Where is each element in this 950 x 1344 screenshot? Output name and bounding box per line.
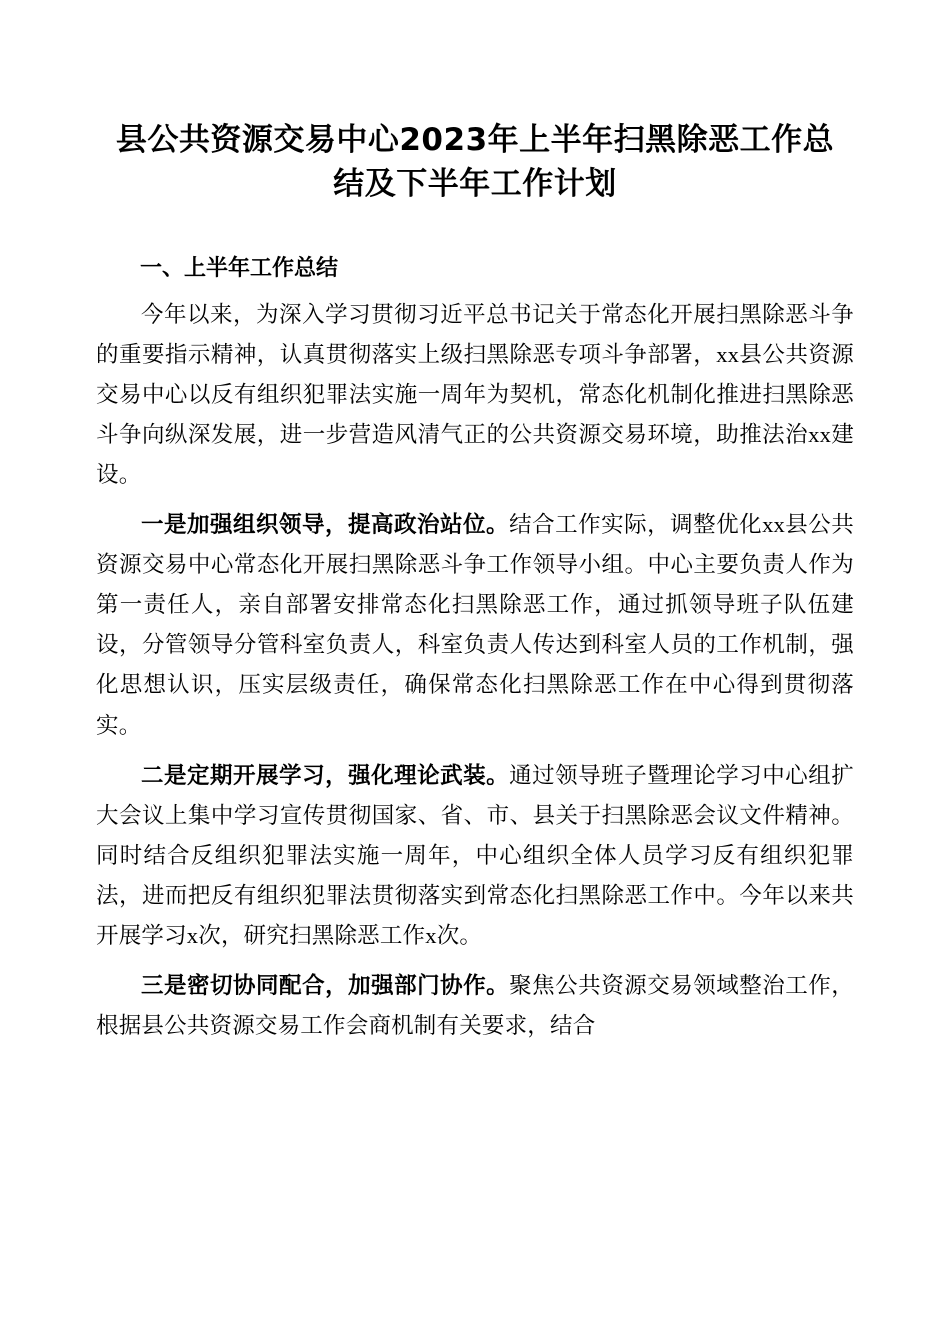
paragraph-lead: 二是定期开展学习，强化理论武装。: [141, 762, 510, 789]
paragraph-lead: 一是加强组织领导，提高政治站位。: [141, 512, 510, 539]
document-body: [96, 252, 854, 1056]
paragraph-text: 今年以来，为深入学习贯彻习近平总书记关于常态化开展扫黑除恶斗争的重要指示精神，认真贯彻落实上级扫黑除恶专项斗争部署，xx县公共资源交易中心以反有组织犯罪法实施一周年为契机，常态化机制化推进扫黑除恶斗争向纵深发展，进一步营造风清气正的公共资源交易环境，助推法治xx建设。: [96, 302, 854, 488]
page-title: 县公共资源交易中心2023年上半年扫黑除恶工作总结及下半年工作计划: [115, 122, 835, 203]
paragraph: [96, 756, 854, 956]
paragraph-lead: 三是密切协同配合，加强部门协作。: [141, 972, 510, 999]
paragraph: [96, 505, 854, 745]
paragraph: [96, 295, 854, 495]
paragraph: [96, 966, 854, 1046]
paragraph-text: 聚焦公共资源交易领域整治工作，根据县公共资源交易工作会商机制有关要求，结合: [96, 972, 854, 1038]
paragraph-text: 通过领导班子暨理论学习中心组扩大会议上集中学习宣传贯彻国家、省、市、县关于扫黑除恶会议文件精神。同时结合反组织犯罪法实施一周年，中心组织全体人员学习反有组织犯罪法，进而把反有组织犯罪法贯彻落实到常态化扫黑除恶工作中。今年以来共开展学习x次，研究扫黑除恶工作x次。: [96, 762, 854, 948]
paragraph-text: 结合工作实际，调整优化xx县公共资源交易中心常态化开展扫黑除恶斗争工作领导小组。中心主要负责人作为第一责任人，亲自部署安排常态化扫黑除恶工作，通过抓领导班子队伍建设，分管领导分管科室负责人，科室负责人传达到科室人员的工作机制，强化思想认识，压实层级责任，确保常态化扫黑除恶工作在中心得到贯彻落实。: [96, 512, 854, 738]
section-heading-1: 一、上半年工作总结: [140, 256, 339, 282]
